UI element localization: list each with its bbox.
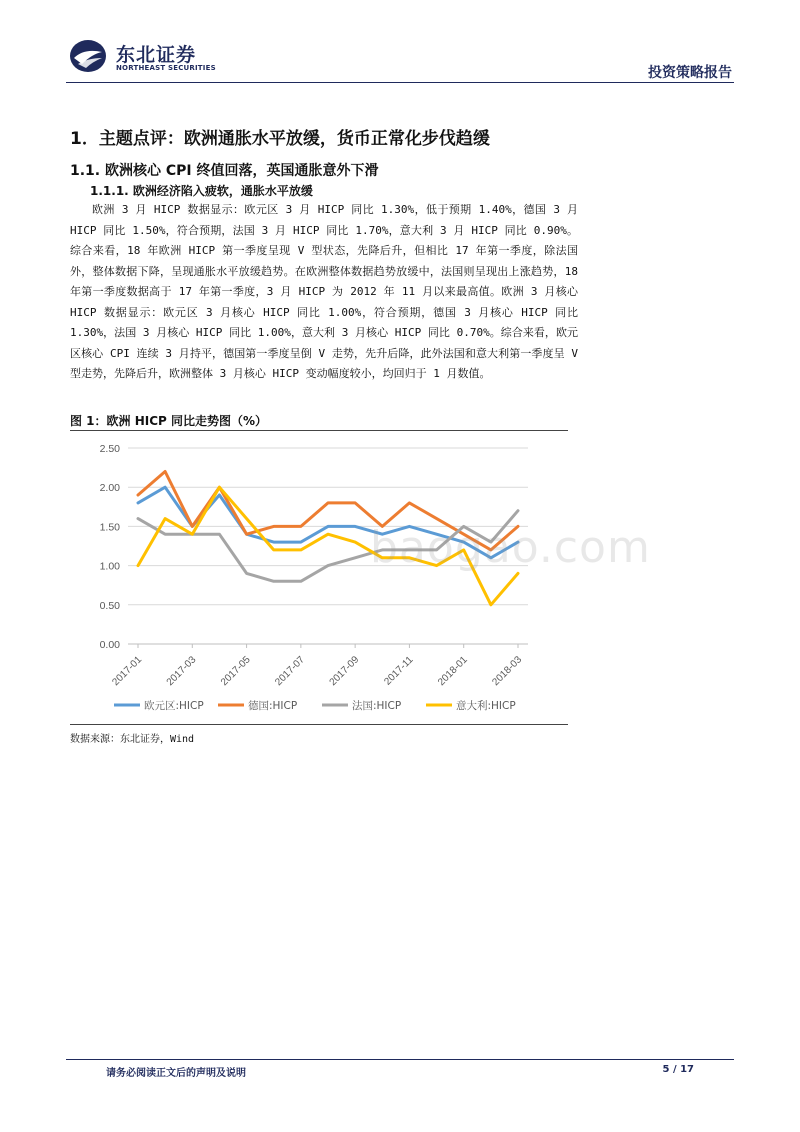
x-tick-label: 2017-11 <box>382 654 416 688</box>
x-tick-label: 2017-03 <box>164 654 199 689</box>
chart-y-ticks <box>100 443 121 651</box>
watermark: baogao.com <box>370 522 651 573</box>
x-tick-label: 2018-03 <box>490 654 525 689</box>
logo-english-name: NORTHEAST SECURITIES <box>116 64 216 72</box>
report-type-label: 投资策略报告 <box>648 65 732 81</box>
chart-legend <box>114 699 516 712</box>
y-tick-label: 2.00 <box>99 482 120 495</box>
y-tick-label: 0.50 <box>99 599 120 612</box>
figure-top-rule <box>70 430 568 431</box>
x-tick-label: 2017-01 <box>110 654 145 689</box>
subsection-heading: 1.1. 欧洲核心 CPI 终值回落，英国通胀意外下滑 <box>70 163 379 179</box>
footer-disclaimer: 请务必阅读正文后的声明及说明 <box>106 1068 246 1079</box>
y-tick-label: 0.00 <box>99 639 120 651</box>
logo-chinese-name: 东北证券 <box>116 44 197 66</box>
x-tick-label: 2018-01 <box>436 654 470 689</box>
company-logo <box>68 38 228 78</box>
y-tick-label: 2.50 <box>99 443 120 455</box>
legend-label: 德国:HICP <box>248 700 298 712</box>
chart-x-ticks <box>110 644 524 688</box>
x-tick-label: 2017-05 <box>218 654 253 689</box>
legend-label: 欧元区:HICP <box>144 700 204 712</box>
legend-label: 意大利:HICP <box>456 700 516 712</box>
logo-mark-icon <box>68 38 112 74</box>
legend-label: 法国:HICP <box>352 700 402 712</box>
y-tick-label: 1.50 <box>99 521 120 534</box>
x-tick-label: 2017-09 <box>327 654 362 689</box>
section-heading: 1．主题点评：欧洲通胀水平放缓，货币正常化步伐趋缓 <box>70 129 490 149</box>
figure-title: 图 1：欧洲 HICP 同比走势图（%） <box>70 414 268 428</box>
y-tick-label: 1.00 <box>99 560 120 573</box>
subsubsection-heading: 1.1.1. 欧洲经济陷入疲软，通胀水平放缓 <box>90 184 313 198</box>
figure-bottom-rule <box>70 724 568 725</box>
hicp-line-chart <box>70 432 568 722</box>
x-tick-label: 2017-07 <box>273 654 307 689</box>
footer-divider <box>66 1059 734 1060</box>
page-number: 5 / 17 <box>662 1064 694 1075</box>
body-paragraph: 欧洲 3 月 HICP 数据显示：欧元区 3 月 HICP 同比 1.30%，低于预期 1.40%，德国 3 月 HICP 同比 1.50%，符合预期，法国 3 月 HICP 同比 1.70%，意大利 3 月 HICP 同比 0.90%。综合来看，18 年欧洲 HICP 第一季度呈现 V 型状态，先降后升，但相比 17 年第一季度，除法国外，整体数据下降，呈现通胀水平放缓趋势。在欧洲整体数据趋势放缓中，法国则呈现出上涨趋势，18 年第一季度数据高于 17 年第一季度，3 月 HICP 为 2012 年 11 月以来最高值。欧洲 3 月核心 HICP 数据显示：欧元区 3 月核心 HICP 同比 1.00%，符合预期，德国 3 月核心 HICP 同比 1.30%，法国 3 月核心 HICP 同比 1.00%，意大利 3 月核心 HICP 同比 0.70%。综合来看，欧元区核心 CPI 连续 3 月持平，德国第一季度呈倒 V 走势，先升后降，此外法国和意大利第一季度呈 V 型走势，先降后升，欧洲整体 3 月核心 HICP 变动幅度较小，均回归于 1 月数值。 <box>70 203 578 380</box>
header-divider <box>66 82 734 83</box>
figure-source: 数据来源：东北证券，Wind <box>70 734 195 745</box>
